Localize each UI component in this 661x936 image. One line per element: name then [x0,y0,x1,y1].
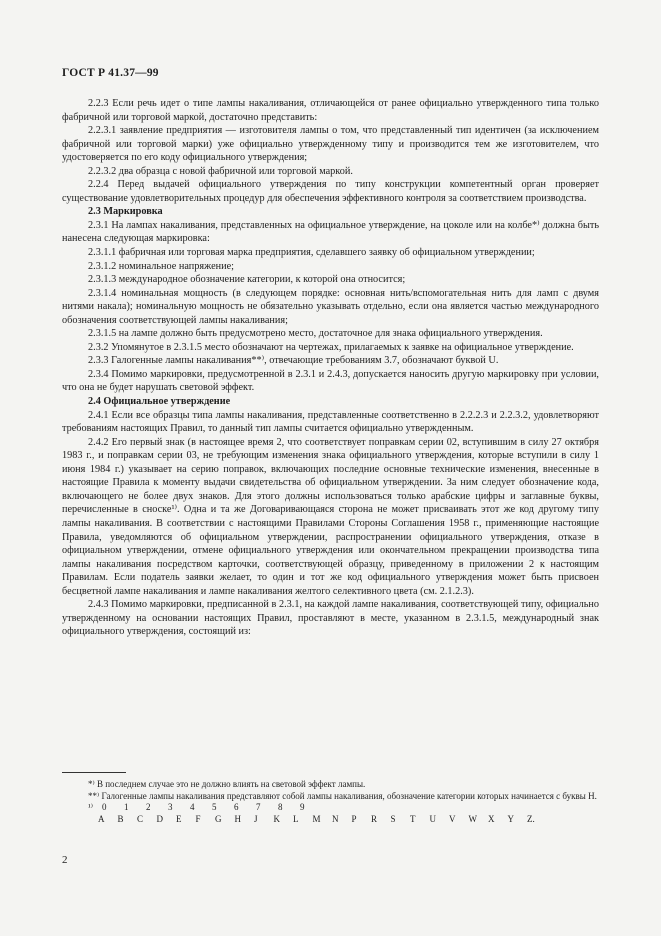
code-digit: 6 [234,802,239,813]
section-heading: 2.4 Официальное утверждение [88,396,231,408]
code-letter: Z. [527,813,535,824]
footnote-3-marker: ¹⁾ [88,802,93,813]
code-digit: 1 [124,802,129,813]
footnote-3-digits [62,802,599,814]
code-letter: D [156,813,163,824]
paragraph: 2.3.1.3 международное обозначение категории, к которой она относится; [88,274,406,286]
code-digit: 9 [300,802,305,813]
code-letter: T [410,813,416,824]
code-letter: V [449,813,456,824]
code-letter: G [215,813,222,824]
code-digit: 8 [278,802,283,813]
code-letter: M [312,813,321,824]
paragraph: 2.2.3 Если речь идет о типе лампы накаливания, отличающейся от ранее официально утвержденного типа только фабричной или торговой маркой, достаточно представить: [62,98,599,123]
footnote-2: **⁾ Галогенные лампы накаливания представляют собой лампы накаливания, обозначение категории которых начинается с буквы Н. [88,790,597,801]
code-letter: K [273,813,280,824]
paragraph: 2.3.1.4 номинальная мощность (в следующем порядке: основная нить/вспомогательная нить для ламп с двумя нитями накала); номинальную мощность не обязательно указывать отдельно, если она является частью международного обозначения соответствующей лампы накаливания; [62,287,599,326]
paragraph: 2.4.2 Его первый знак (в настоящее время 2, что соответствует поправкам серии 02, вступившим в силу 27 октября 1983 г., и поправкам серии 03, не требующим изменения знака официального утверждения, которые вступили в силу 1 июня 1984 г.) указывает на серию поправок, включающих последние основные технические изменения, внесенные в настоящие Правила к моменту выдачи свидетельства об официальном утверждении. За ним следует обозначение кода, включающего не более двух знаков. Для этого должны использоваться только арабские цифры и заглавные буквы, перечисленные в сноске¹⁾. Одна и та же Договаривающаяся сторона не может присваивать этот же код другому типу лампы накаливания. В соответствии с настоящими Правилами Стороны Соглашения 1958 г., применяющие настоящие Правила, уведомляются об официальном утверждении, распространении официального утверждения, отказе в официальном утверждении, отмене официального утверждения или окончательном прекращении производства типа лампы накаливания посредством карточки, соответствующей образцу, приведенному в приложении 2 к настоящим Правилам. Если податель заявки желает, то один и тот же код официального утверждения может быть присвоен бесцветной лампе накаливания и лампе накаливания желтого селективного цвета (см. 2.1.2.3). [62,436,599,597]
code-letter: Y [507,813,514,824]
paragraph: 2.2.3.2 два образца с новой фабричной или торговой маркой. [88,165,353,177]
code-digit: 5 [212,802,217,813]
paragraph: 2.4.3 Помимо маркировки, предписанной в 2.3.1, на каждой лампе накаливания, соответствующей типу, официально утвержденному на основании настоящих Правил, проставляют в месте, указанном в 2.3.1.5, международный знак официального утверждения, состоящий из: [62,599,599,638]
code-digit: 2 [146,802,151,813]
code-letter: R [371,813,378,824]
section-heading: 2.3 Маркировка [88,206,163,218]
code-digit: 4 [190,802,195,813]
paragraph: 2.3.2 Упомянутое в 2.3.1.5 место обозначают на чертежах, прилагаемых к заявке на официальное утверждение. [88,341,574,353]
code-digit: 3 [168,802,173,813]
paragraph: 2.3.3 Галогенные лампы накаливания**⁾, отвечающие требованиям 3.7, обозначают буквой U. [88,355,499,367]
footnote-separator [62,772,126,773]
code-letter: H [234,813,241,824]
footnote-1: *⁾ В последнем случае это не должно влиять на световой эффект лампы. [88,779,366,789]
code-letter: W [468,813,477,824]
code-letter: J [254,813,258,824]
code-letter: X [488,813,495,824]
paragraph: 2.3.4 Помимо маркировки, предусмотренной в 2.3.1 и 2.4.3, допускается наносить другую маркировку при условии, что она не будет нарушать световой эффект. [62,368,599,394]
code-digit: 7 [256,802,261,813]
page-number: 2 [62,854,68,866]
footnotes [62,779,599,825]
paragraph: 2.3.1.2 номинальное напряжение; [88,260,234,272]
code-letter: A [98,813,105,824]
footnote-3-letters [62,814,599,826]
code-letter: P [351,813,357,824]
code-letter: F [195,813,201,824]
paragraph: 2.3.1 На лампах накаливания, представленных на официальное утверждение, на цоколе или на колбе*⁾ должна быть нанесена следующая маркировка: [62,219,599,245]
code-letter: B [117,813,124,824]
body-text [62,97,599,639]
standard-designation: ГОСТ Р 41.37—99 [62,67,159,79]
code-letter: E [176,813,182,824]
code-letter: S [390,813,396,824]
code-letter: U [429,813,436,824]
paragraph: 2.4.1 Если все образцы типа лампы накаливания, представленные соответственно в 2.2.2.3 и 2.2.3.2, удовлетворяют требованиям настоящих Правил, то данный тип лампы считается официально утвержденным. [62,409,599,435]
code-letter: L [293,813,299,824]
paragraph: 2.3.1.1 фабричная или торговая марка предприятия, сделавшего заявку об официальном утверждении; [88,247,535,259]
code-letter: N [332,813,339,824]
paragraph: 2.2.4 Перед выдачей официального утверждения по типу конструкции компетентный орган проверяет существование удовлетворительных процедур для обеспечения эффективного контроля за соответствием производства. [62,179,599,204]
paragraph: 2.2.3.1 заявление предприятия — изготовителя лампы о том, что представленный тип идентичен (за исключением фабричной или торговой марки) уже официально утвержденному типу и производится тем же изготовителем, что удостоверяется по его коду официального утверждения; [62,125,599,164]
code-digit: 0 [102,802,107,813]
paragraph: 2.3.1.5 на лампе должно быть предусмотрено место, достаточное для знака официального утверждения. [88,328,543,340]
code-letter: C [137,813,144,824]
